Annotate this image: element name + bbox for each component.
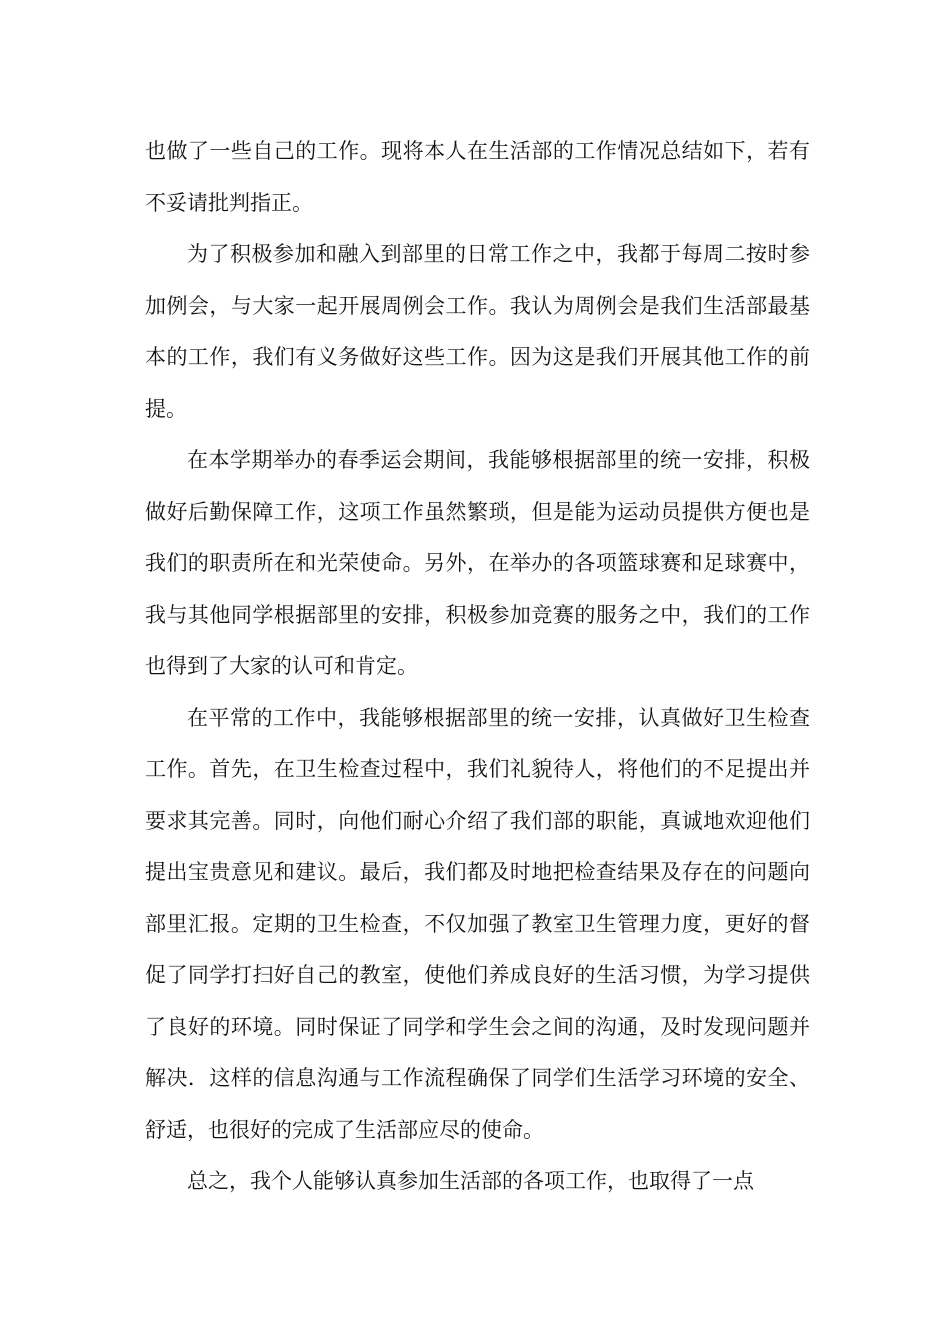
paragraph-weekly-meeting: 为了积极参加和融入到部里的日常工作之中，我都于每周二按时参加例会，与大家一起开展周例会工作。我认为周例会是我们生活部最基本的工作，我们有义务做好这些工作。因为这是我们开展其他工作的前提。 (145, 242, 810, 421)
paragraph-sports-meet: 在本学期举办的春季运会期间，我能够根据部里的统一安排，积极做好后勤保障工作，这项工作虽然繁琐，但是能为运动员提供方便也是我们的职责所在和光荣使命。另外，在举办的各项篮球赛和足球赛中，我与其他同学根据部里的安排，积极参加竞赛的服务之中，我们的工作也得到了大家的认可和肯定。 (145, 448, 810, 678)
paragraph-summary: 总之，我个人能够认真参加生活部的各项工作，也取得了一点 (187, 1169, 754, 1193)
paragraph-hygiene-inspection: 在平常的工作中，我能够根据部里的统一安排，认真做好卫生检查工作。首先，在卫生检查过程中，我们礼貌待人，将他们的不足提出并要求其完善。同时，向他们耐心介绍了我们部的职能，真诚地欢迎他们提出宝贵意见和建议。最后，我们都及时地把检查结果及存在的问题向部里汇报。定期的卫生检查，不仅加强了教室卫生管理力度，更好的督促了同学打扫好自己的教室，使他们养成良好的生活习惯，为学习提供了良好的环境。同时保证了同学和学生会之间的沟通，及时发现问题并解决．这样的信息沟通与工作流程确保了同学们生活学习环境的安全、舒适，也很好的完成了生活部应尽的使命。 (145, 705, 810, 1142)
paragraph-continued: 也做了一些自己的工作。现将本人在生活部的工作情况总结如下，若有不妥请批判指正。 (145, 139, 810, 215)
document-body (145, 126, 810, 1208)
